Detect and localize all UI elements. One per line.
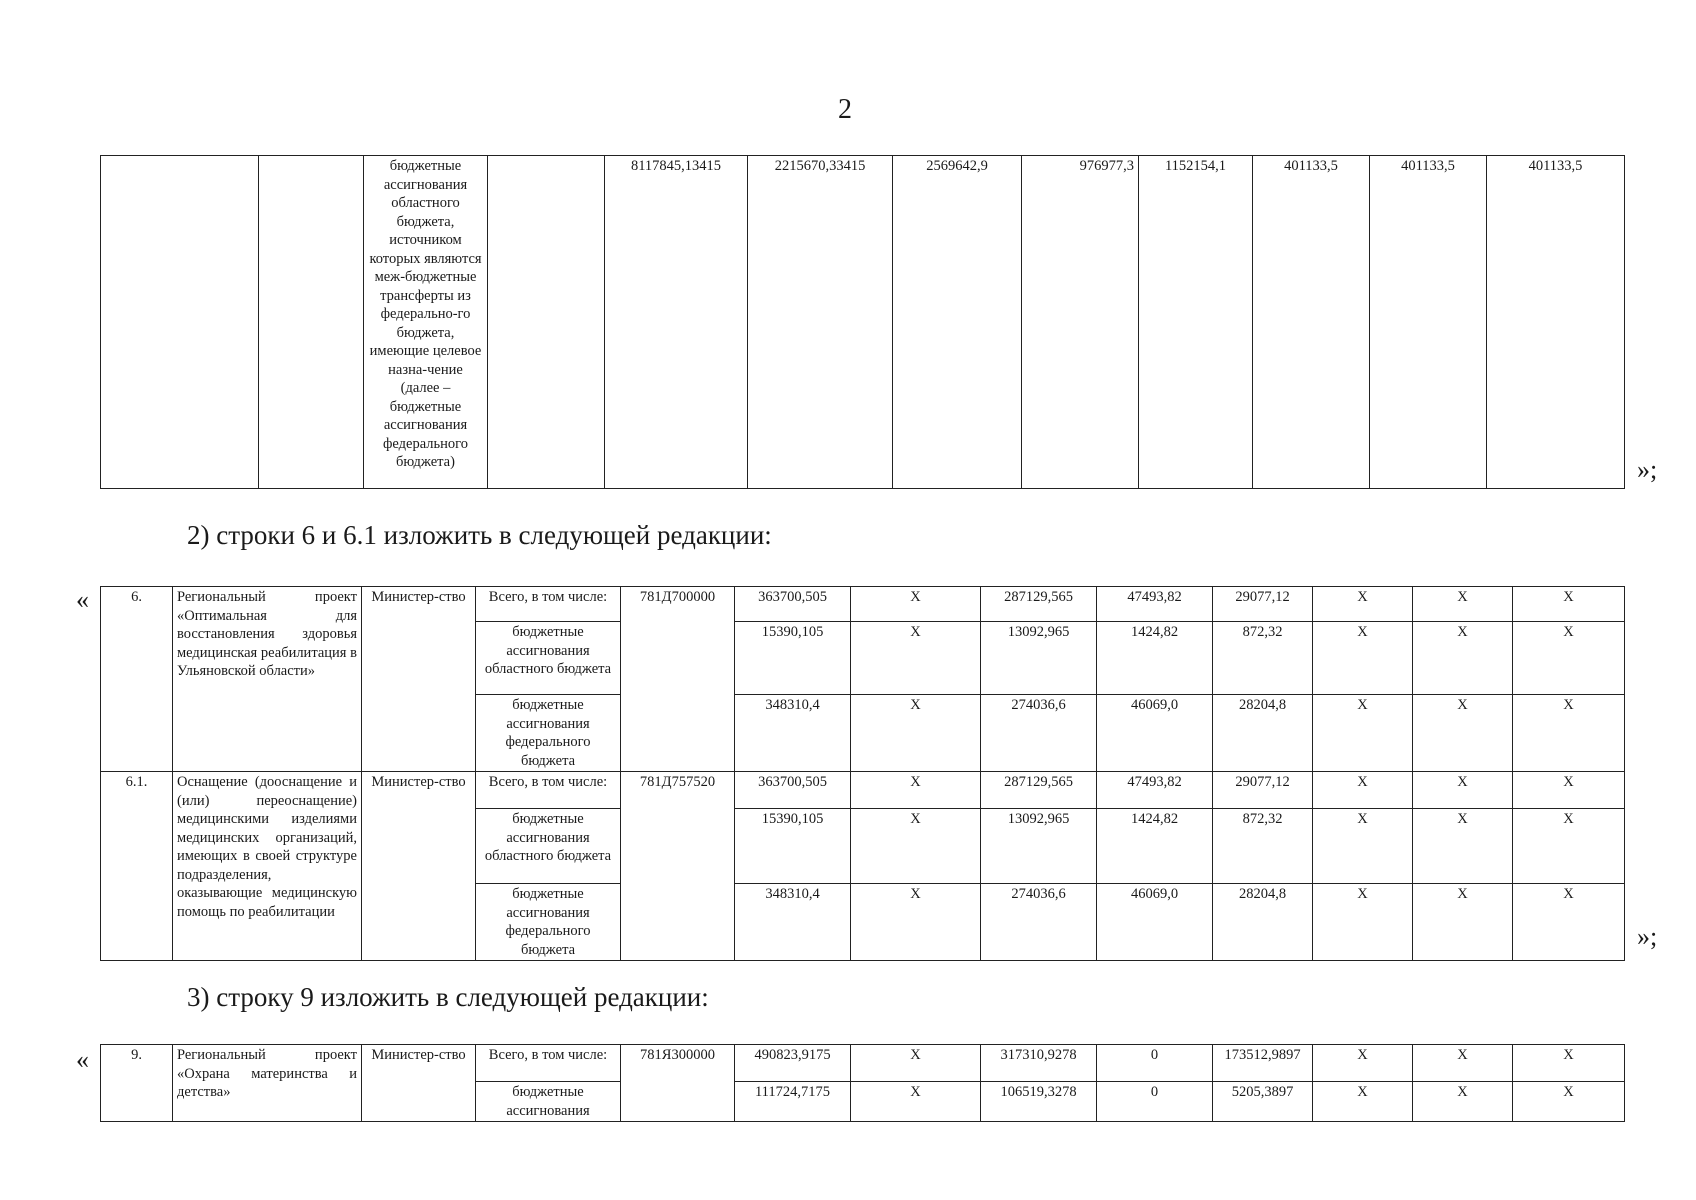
value-cell: 363700,505	[735, 587, 851, 622]
value-cell: 401133,5	[1253, 156, 1370, 489]
table-rows-6	[100, 586, 1625, 961]
section-heading-2: 2) строки 6 и 6.1 изложить в следующей редакции:	[187, 520, 772, 550]
value-cell: 274036,6	[981, 695, 1097, 772]
value-cell: X	[1313, 884, 1413, 961]
value-cell: 106519,3278	[981, 1082, 1097, 1122]
funding-type-cell: бюджетные ассигнования областного бюджета	[476, 622, 621, 695]
value-cell: 46069,0	[1097, 884, 1213, 961]
funding-type-cell: бюджетные ассигнования областного бюджета	[476, 809, 621, 884]
executor-cell: Министер-ство	[362, 587, 476, 772]
project-name: Оснащение (дооснащение и (или) переоснащение) медицинскими изделиями медицинских организаций, имеющих в своей структуре подразделения, оказывающие медицинскую помощь по реабилитации	[173, 772, 362, 961]
value-cell: X	[1413, 695, 1513, 772]
value-cell: 872,32	[1213, 622, 1313, 695]
value-cell: 274036,6	[981, 884, 1097, 961]
value-cell: 2215670,33415	[748, 156, 893, 489]
table-row-9	[100, 1044, 1625, 1122]
value-cell: 401133,5	[1370, 156, 1487, 489]
value-cell: 1424,82	[1097, 622, 1213, 695]
closing-quote-mark: »;	[1637, 922, 1658, 951]
funding-type-cell: Всего, в том числе:	[476, 1045, 621, 1082]
value-cell: X	[1513, 587, 1625, 622]
closing-quote-mark: »;	[1637, 455, 1658, 484]
value-cell: X	[1413, 809, 1513, 884]
funding-type-cell: бюджетные ассигнования	[476, 1082, 621, 1122]
value-cell: X	[1413, 772, 1513, 809]
value-cell: 872,32	[1213, 809, 1313, 884]
value-cell: 47493,82	[1097, 587, 1213, 622]
value-cell: X	[851, 809, 981, 884]
value-cell: 401133,5	[1487, 156, 1625, 489]
value-cell: X	[1413, 622, 1513, 695]
value-cell: 317310,9278	[981, 1045, 1097, 1082]
value-cell: 28204,8	[1213, 695, 1313, 772]
project-name: Региональный проект «Охрана материнства и детства»	[173, 1045, 362, 1122]
cell-empty	[259, 156, 364, 489]
value-cell: 348310,4	[735, 884, 851, 961]
executor-cell: Министер-ство	[362, 772, 476, 961]
value-cell: 1152154,1	[1139, 156, 1253, 489]
value-cell: 29077,12	[1213, 587, 1313, 622]
value-cell: X	[1413, 884, 1513, 961]
value-cell: 8117845,13415	[605, 156, 748, 489]
value-cell: 490823,9175	[735, 1045, 851, 1082]
value-cell: X	[1513, 1082, 1625, 1122]
value-cell: X	[1313, 1082, 1413, 1122]
funding-type-cell: бюджетные ассигнования федерального бюджета	[476, 884, 621, 961]
value-cell: 15390,105	[735, 622, 851, 695]
budget-code: 781Д700000	[621, 587, 735, 772]
opening-quote-mark: «	[76, 585, 89, 614]
row-number: 6.	[101, 587, 173, 772]
funding-type-cell: бюджетные ассигнования федерального бюджета	[476, 695, 621, 772]
value-cell: 13092,965	[981, 622, 1097, 695]
row-number: 6.1.	[101, 772, 173, 961]
page-number: 2	[838, 94, 852, 125]
table-row	[101, 587, 1625, 622]
value-cell: 2569642,9	[893, 156, 1022, 489]
funding-type-cell: Всего, в том числе:	[476, 587, 621, 622]
value-cell: X	[1513, 1045, 1625, 1082]
value-cell: X	[851, 587, 981, 622]
row-number: 9.	[101, 1045, 173, 1122]
value-cell: X	[1313, 1045, 1413, 1082]
value-cell: 348310,4	[735, 695, 851, 772]
table-row	[101, 156, 1625, 489]
value-cell: X	[851, 884, 981, 961]
budget-code: 781Я300000	[621, 1045, 735, 1122]
table-row	[101, 772, 1625, 809]
value-cell: 1424,82	[1097, 809, 1213, 884]
value-cell: 47493,82	[1097, 772, 1213, 809]
value-cell: X	[1513, 622, 1625, 695]
value-cell: X	[1413, 1045, 1513, 1082]
executor-cell: Министер-ство	[362, 1045, 476, 1122]
value-cell: 46069,0	[1097, 695, 1213, 772]
budget-code: 781Д757520	[621, 772, 735, 961]
value-cell: X	[1313, 695, 1413, 772]
value-cell: 13092,965	[981, 809, 1097, 884]
value-cell: X	[1413, 1082, 1513, 1122]
table-row	[101, 1045, 1625, 1082]
value-cell: X	[851, 772, 981, 809]
value-cell: 0	[1097, 1045, 1213, 1082]
value-cell: X	[1513, 772, 1625, 809]
value-cell: X	[851, 1045, 981, 1082]
value-cell: X	[1513, 695, 1625, 772]
value-cell: 5205,3897	[1213, 1082, 1313, 1122]
table-continuation	[100, 155, 1625, 489]
value-cell: 173512,9897	[1213, 1045, 1313, 1082]
value-cell: 0	[1097, 1082, 1213, 1122]
value-cell: 28204,8	[1213, 884, 1313, 961]
cell-empty	[101, 156, 259, 489]
value-cell: 111724,7175	[735, 1082, 851, 1122]
value-cell: X	[851, 622, 981, 695]
value-cell: X	[851, 695, 981, 772]
funding-type-cell: Всего, в том числе:	[476, 772, 621, 809]
cell-empty	[488, 156, 605, 489]
value-cell: 363700,505	[735, 772, 851, 809]
project-name: Региональный проект «Оптимальная для восстановления здоровья медицинская реабилитация в Ульяновской области»	[173, 587, 362, 772]
value-cell: X	[1513, 809, 1625, 884]
funding-type-cell: бюджетные ассигнования областного бюджета, источником которых являются меж-бюджетные трансферты из федерально-го бюджета, имеющие целевое назна-чение (далее – бюджетные ассигнования федерального бюджета)	[364, 156, 488, 489]
value-cell: X	[1413, 587, 1513, 622]
value-cell: X	[1313, 772, 1413, 809]
value-cell: 287129,565	[981, 772, 1097, 809]
value-cell: X	[1513, 884, 1625, 961]
section-heading-3: 3) строку 9 изложить в следующей редакции:	[187, 982, 709, 1012]
value-cell: X	[851, 1082, 981, 1122]
value-cell: X	[1313, 587, 1413, 622]
opening-quote-mark: «	[76, 1045, 89, 1074]
value-cell: 976977,3	[1022, 156, 1139, 489]
value-cell: X	[1313, 809, 1413, 884]
value-cell: 15390,105	[735, 809, 851, 884]
value-cell: 287129,565	[981, 587, 1097, 622]
value-cell: 29077,12	[1213, 772, 1313, 809]
value-cell: X	[1313, 622, 1413, 695]
